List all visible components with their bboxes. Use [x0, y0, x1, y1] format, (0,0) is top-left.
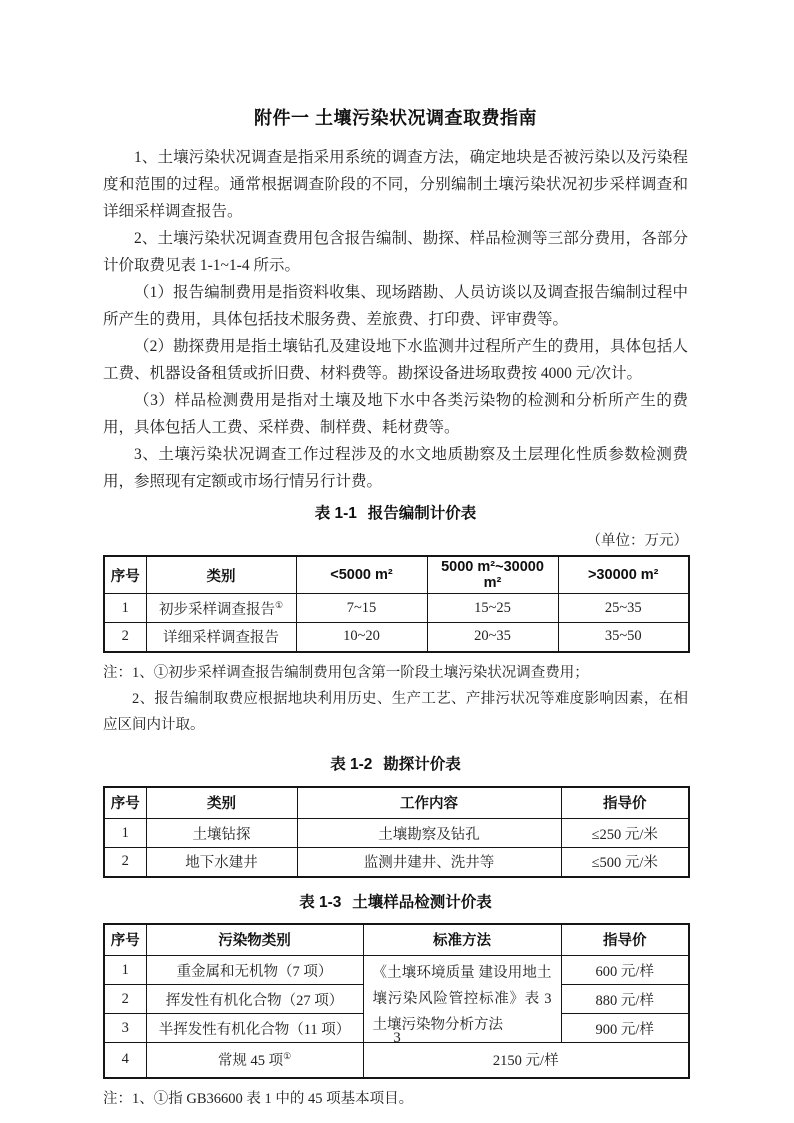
table-1-3-caption — [103, 892, 688, 914]
column-header: 序号 — [104, 787, 146, 819]
paragraph-6: 3、土壤污染状况调查工作过程涉及的水文地质勘察及土层理化性质参数检测费用，参照现有定额或市场行情另行计费。 — [103, 446, 688, 490]
cell-pollutant: 挥发性有机化合物（27 项） — [146, 985, 363, 1014]
cell-pollutant: 重金属和无机物（7 项） — [146, 956, 363, 985]
cell-work: 土壤勘察及钻孔 — [297, 819, 561, 848]
paragraph-4: （2）勘探费用是指土壤钻孔及建设地下水监测井过程所产生的费用，具体包括人工费、机器设备租赁或折旧费、材料费等。勘探设备进场取费按 4000 元/次计。 — [103, 338, 688, 382]
table-1-2-header-row — [104, 787, 689, 819]
table-1-1-caption-label: 表 1-1 — [314, 505, 357, 522]
table-1-1-caption — [103, 503, 688, 525]
cell-price-range: 10~20 — [296, 623, 427, 652]
paragraph-5: （3）样品检测费用是指对土壤及地下水中各类污染物的检测和分析所产生的费用，具体包括人工费、采样费、制样费、耗材费等。 — [103, 392, 688, 436]
column-header: 标准方法 — [363, 924, 561, 956]
table-row — [104, 956, 689, 985]
table-1-1-unit-note: （单位：万元） — [586, 533, 688, 549]
table-1-1-caption-text: 报告编制计价表 — [367, 505, 477, 522]
cell-no: 3 — [104, 1014, 146, 1043]
cell-guide-price: 600 元/样 — [561, 956, 689, 985]
cell-category: 土壤钻探 — [146, 819, 297, 848]
column-header: 5000 m²~30000 m² — [427, 556, 558, 594]
table-row — [104, 1043, 689, 1078]
cell-no: 1 — [104, 819, 146, 848]
column-header: 类别 — [146, 787, 297, 819]
table-1-1-note-2: 2、报告编制取费应根据地块利用历史、生产工艺、产排污状况等难度影响因素，在相应区间内计取。 — [103, 690, 688, 733]
table-row — [104, 819, 689, 848]
cell-no: 4 — [104, 1043, 146, 1078]
column-header: 序号 — [104, 556, 146, 594]
footnote-marker: ① — [274, 599, 284, 610]
column-header: 工作内容 — [297, 787, 561, 819]
cell-category: 地下水建井 — [146, 848, 297, 877]
table-row — [104, 848, 689, 877]
cell-standard-method: 《土壤环境质量 建设用地土壤污染风险管控标准》表 3 土壤污染物分析方法 — [363, 956, 561, 1043]
table-1-3-header-row — [104, 924, 689, 956]
cell-price-range: 15~25 — [427, 594, 558, 623]
cell-guide-price: 880 元/样 — [561, 985, 689, 1014]
table-row — [104, 623, 689, 652]
footnote-marker: ① — [283, 1051, 292, 1062]
table-1-3-caption-label: 表 1-3 — [299, 893, 342, 911]
table-1-2-caption-label: 表 1-2 — [330, 755, 373, 773]
cell-no: 2 — [104, 985, 146, 1014]
cell-guide-price: 900 元/样 — [561, 1014, 689, 1043]
cell-pollutant: 半挥发性有机化合物（11 项） — [146, 1014, 363, 1043]
paragraph-1: 1、土壤污染状况调查是指采用系统的调查方法，确定地块是否被污染以及污染程度和范围的过程。通常根据调查阶段的不同，分别编制土壤污染状况初步采样调查和详细采样调查报告。 — [103, 149, 688, 220]
column-header: >30000 m² — [558, 556, 689, 594]
cell-price-range: 7~15 — [296, 594, 427, 623]
table-1-2-caption-text: 勘探计价表 — [383, 755, 461, 773]
table-1-2-caption — [103, 754, 688, 776]
column-header: 序号 — [104, 924, 146, 956]
table-1-1-note-1: 注：1、①初步采样调查报告编制费用包含第一阶段土壤污染状况调查费用； — [103, 664, 589, 681]
table-1-1-header-row — [104, 556, 689, 594]
cell-price-range: 35~50 — [558, 623, 689, 652]
cell-work: 监测井建井、洗井等 — [297, 848, 561, 877]
cell-guide-price: ≤250 元/米 — [561, 819, 689, 848]
page-content — [103, 0, 688, 1112]
cell-no: 1 — [104, 956, 146, 985]
paragraph-3: （1）报告编制费用是指资料收集、现场踏勘、人员访谈以及调查报告编制过程中所产生的费用，具体包括技术服务费、差旅费、打印费、评审费等。 — [103, 284, 688, 328]
document-title: 附件一 土壤污染状况调查取费指南 — [254, 108, 537, 128]
cell-category: 初步采样调查报告① — [146, 594, 296, 623]
page-number: 3 — [393, 1030, 401, 1046]
cell-pollutant: 常规 45 项① — [146, 1043, 363, 1078]
cell-guide-price: ≤500 元/米 — [561, 848, 689, 877]
cell-no: 1 — [104, 594, 146, 623]
table-row — [104, 594, 689, 623]
cell-no: 2 — [104, 848, 146, 877]
column-header: <5000 m² — [296, 556, 427, 594]
column-header: 污染物类别 — [146, 924, 363, 956]
cell-price-range: 25~35 — [558, 594, 689, 623]
table-1-3-caption-text: 土壤样品检测计价表 — [352, 893, 492, 911]
column-header: 指导价 — [561, 924, 689, 956]
cell-guide-price-merged: 2150 元/样 — [363, 1043, 689, 1078]
column-header: 指导价 — [561, 787, 689, 819]
cell-price-range: 20~35 — [427, 623, 558, 652]
table-1-3 — [103, 923, 690, 1079]
table-1-1 — [103, 555, 690, 653]
cell-category: 详细采样调查报告 — [146, 623, 296, 652]
table-1-2 — [103, 786, 690, 878]
paragraph-2: 2、土壤污染状况调查费用包含报告编制、勘探、样品检测等三部分费用，各部分计价取费见表 1-1~1-4 所示。 — [103, 230, 688, 274]
table-1-3-note: 注：1、①指 GB36600 表 1 中的 45 项基本项目。 — [103, 1090, 414, 1107]
cell-no: 2 — [104, 623, 146, 652]
column-header: 类别 — [146, 556, 296, 594]
